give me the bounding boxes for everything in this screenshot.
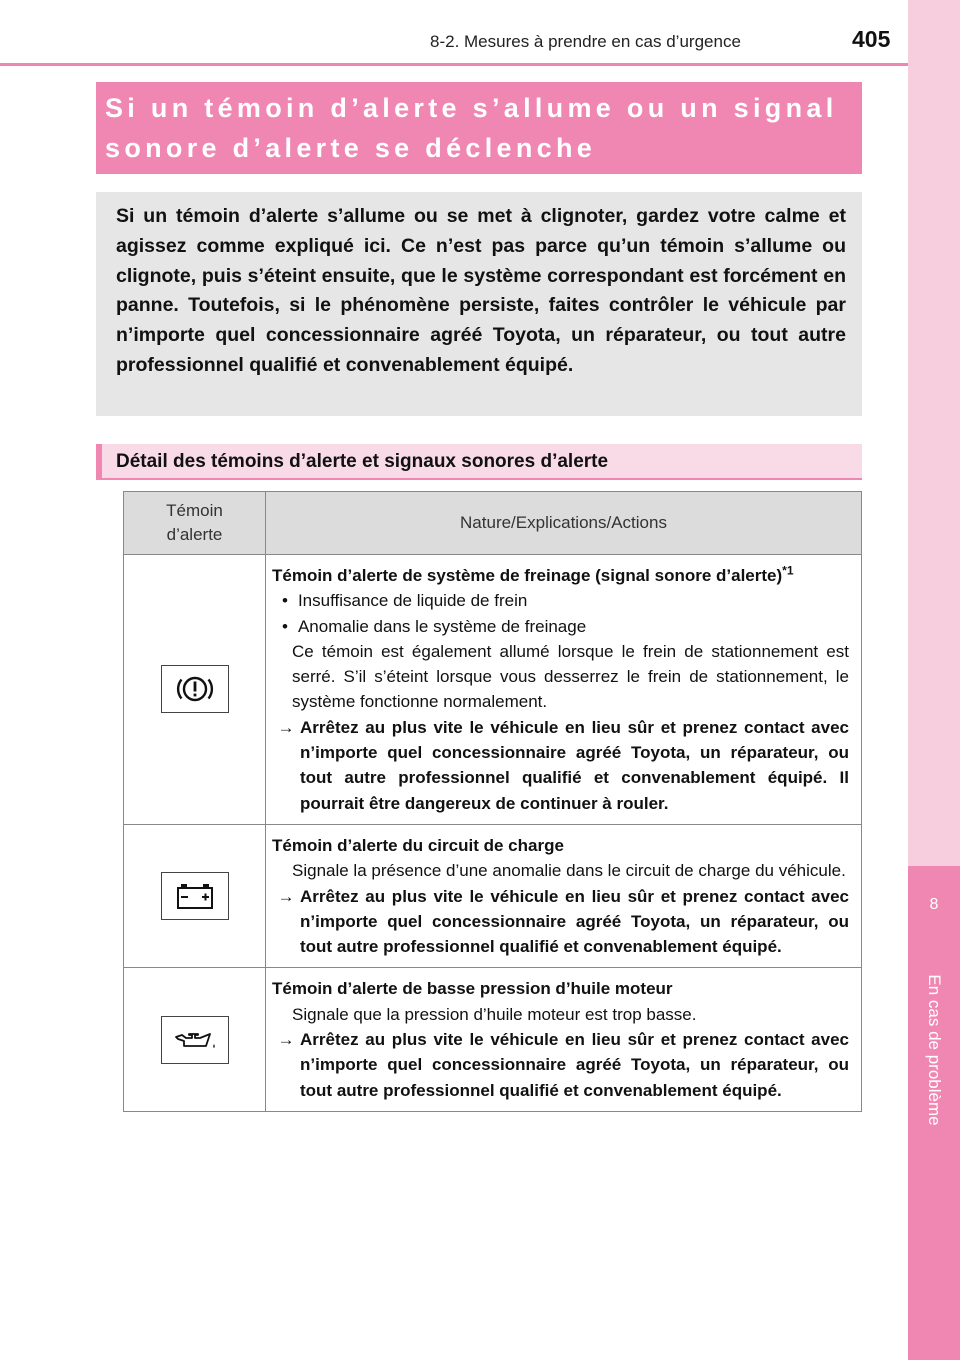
list-item: • Insuffisance de liquide de frein xyxy=(272,588,849,613)
battery-icon xyxy=(161,872,229,920)
details-cell xyxy=(266,555,862,825)
row-explanation: Signale que la pression d’huile moteur est trop basse. xyxy=(292,1004,697,1024)
intro-text: Si un témoin d’alerte s’allume ou se met à clignoter, gardez votre calme et agissez comme expliqué ici. Ce n’est pas parce qu’un témoin s’allume ou clignote, puis s’éteint ensuite, que le système correspondant est forcément en panne. Toutefois, si le phénomène persiste, faites contrôler le véhicule par n’importe quel concessionnaire agréé Toyota, un réparateur, ou tout autre professionnel qualifié et convenablement équipé. xyxy=(116,205,846,376)
brake-warning-icon xyxy=(161,665,229,713)
chapter-banner xyxy=(96,82,862,174)
arrow-icon: → xyxy=(277,886,295,906)
row-explanation: Signale la présence d’une anomalie dans le circuit de charge du véhicule. xyxy=(292,861,846,881)
row-action: → Arrêtez au plus vite le véhicule en lieu sûr et prenez contact avec n’importe quel concessionnaire agréé Toyota, un réparateur, ou tout autre professionnel qualifié et convenablement équipé. xyxy=(272,1027,849,1103)
subheading-accent-bar xyxy=(96,444,102,480)
arrow-icon: → xyxy=(277,717,295,737)
row-title: Témoin d’alerte de système de freinage (signal sonore d’alerte) xyxy=(272,566,783,585)
page-number: 405 xyxy=(852,26,891,52)
table-header-details: Nature/Explications/Actions xyxy=(266,492,862,555)
table-row xyxy=(124,968,862,1111)
arrow-icon: → xyxy=(277,1030,295,1050)
banner-title: Si un témoin d’alerte s’allume ou un signal sonore d’alerte se déclenche xyxy=(105,93,838,163)
table-header-warning-light: Témoin d’alerte xyxy=(124,492,266,555)
warning-lights-table xyxy=(123,491,862,1112)
chapter-number: 8 xyxy=(929,896,939,913)
subheading-text: Détail des témoins d’alerte et signaux sonores d’alerte xyxy=(116,451,609,472)
row-title: Témoin d’alerte de basse pression d’huile moteur xyxy=(272,979,673,999)
table-header-row xyxy=(124,492,862,555)
list-item: • Anomalie dans le système de freinage xyxy=(272,614,849,639)
icon-cell xyxy=(124,555,266,825)
details-cell xyxy=(266,824,862,967)
subheading xyxy=(96,444,862,480)
details-cell xyxy=(266,968,862,1111)
row-action: → Arrêtez au plus vite le véhicule en lieu sûr et prenez contact avec n’importe quel concessionnaire agréé Toyota, un réparateur, ou tout autre professionnel qualifié et convenablement équipé. Il pourrait être dangereux de continuer à rouler. xyxy=(272,715,849,816)
row-title: Témoin d’alerte du circuit de charge xyxy=(272,835,564,855)
header-divider xyxy=(0,63,908,66)
icon-cell xyxy=(124,968,266,1111)
intro-box xyxy=(96,192,862,416)
section-title: 8-2. Mesures à prendre en cas d’urgence xyxy=(430,32,741,51)
footnote-marker: *1 xyxy=(782,563,794,578)
table-row xyxy=(124,824,862,967)
oil-pressure-icon xyxy=(161,1016,229,1064)
chapter-label: En cas de problème xyxy=(925,974,944,1126)
icon-cell xyxy=(124,824,266,967)
table-row xyxy=(124,555,862,825)
row-explanation: Ce témoin est également allumé lorsque le frein de stationnement est serré. S’il s’éteint lorsque vous desserrez le frein de stationnement, le système fonctionne normalement. xyxy=(292,641,849,712)
row-action: → Arrêtez au plus vite le véhicule en lieu sûr et prenez contact avec n’importe quel concessionnaire agréé Toyota, un réparateur, ou tout autre professionnel qualifié et convenablement équipé. xyxy=(272,884,849,960)
